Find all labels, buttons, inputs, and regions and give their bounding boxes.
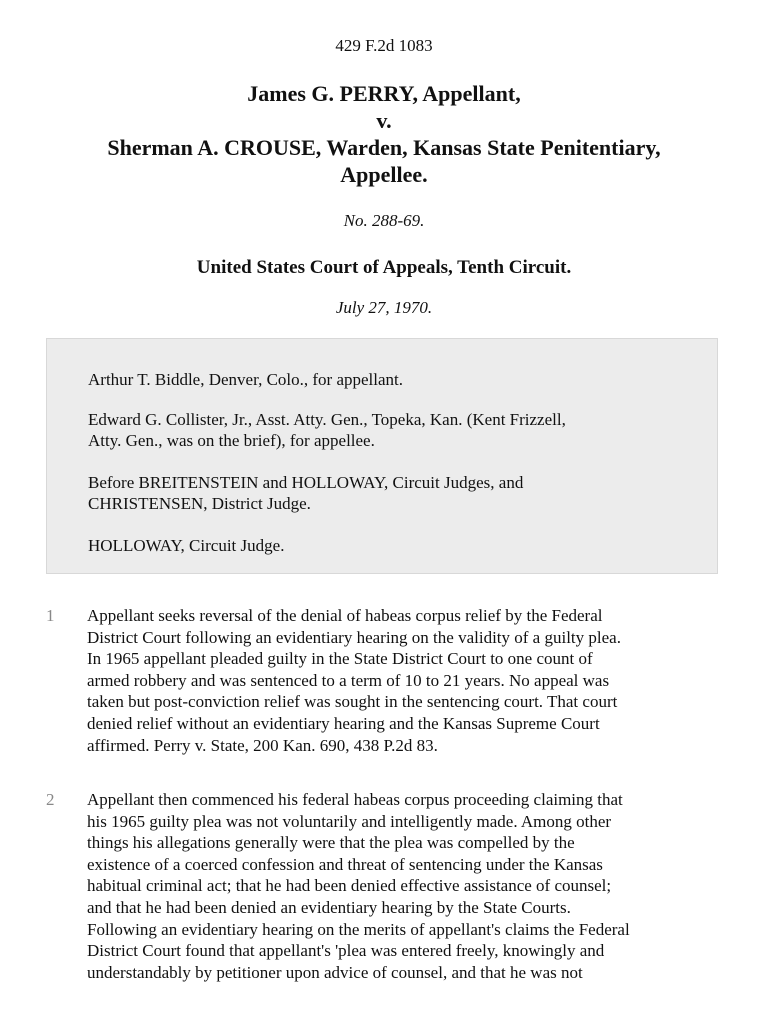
text-line: things his allegations generally were that the plea was compelled by the <box>87 833 575 853</box>
text-line: existence of a coerced confession and threat of sentencing under the Kansas <box>87 854 603 874</box>
text-line: denied relief without an evidentiary hearing and the Kansas Supreme Court <box>87 713 600 733</box>
title-line-appellant: James G. PERRY, Appellant, <box>247 81 521 106</box>
text-line: his 1965 guilty plea was not voluntarily and intelligently made. Among other <box>87 811 612 831</box>
paragraph-number: 2 <box>46 790 55 809</box>
appellee-counsel-line: Atty. Gen., was on the brief), for appellee. <box>88 431 375 450</box>
appellee-counsel-line: Edward G. Collister, Jr., Asst. Atty. Gen., Topeka, Kan. (Kent Frizzell, <box>88 410 566 429</box>
text-line: and that he had been denied an evidentiary hearing by the State Courts. <box>87 897 571 917</box>
appellant-counsel: Arthur T. Biddle, Denver, Colo., for appellant. <box>88 370 404 389</box>
text-line: District Court following an evidentiary hearing on the validity of a guilty plea. <box>87 627 621 647</box>
text-line: District Court found that appellant's 'plea was entered freely, knowingly and <box>87 941 605 961</box>
text-line: Following an evidentiary hearing on the merits of appellant's claims the Federal <box>87 919 630 939</box>
panel-line: CHRISTENSEN, District Judge. <box>88 494 311 513</box>
counsel-panel <box>46 338 718 574</box>
court-name: United States Court of Appeals, Tenth Circuit. <box>196 257 572 278</box>
text-line: understandably by petitioner upon advice of counsel, and that he was not <box>87 962 583 982</box>
title-line-versus: v. <box>376 108 392 133</box>
title-line-appellee: Sherman A. CROUSE, Warden, Kansas State Penitentiary, <box>107 135 661 160</box>
paragraph-text <box>87 789 630 983</box>
panel-line: Before BREITENSTEIN and HOLLOWAY, Circuit Judges, and <box>88 473 524 492</box>
title-line-appellee-role: Appellee. <box>340 162 428 187</box>
text-line: affirmed. Perry v. State, 200 Kan. 690, 438 P.2d 83. <box>87 735 438 755</box>
text-line: Appellant seeks reversal of the denial of habeas corpus relief by the Federal <box>87 606 603 625</box>
text-line: In 1965 appellant pleaded guilty in the State District Court to one count of <box>87 649 593 669</box>
text-line: Appellant then commenced his federal habeas corpus proceeding claiming that <box>87 790 623 809</box>
appellee-counsel <box>88 409 566 451</box>
paragraph-number: 1 <box>46 606 55 625</box>
text-line: armed robbery and was sentenced to a term of 10 to 21 years. No appeal was <box>87 670 610 690</box>
paragraph-text <box>87 605 621 756</box>
opinion-author: HOLLOWAY, Circuit Judge. <box>88 536 285 555</box>
case-citation: 429 F.2d 1083 <box>335 36 433 55</box>
text-line: taken but post-conviction relief was sought in the sentencing court. That court <box>87 692 618 712</box>
decision-date: July 27, 1970. <box>335 298 433 317</box>
case-title <box>0 80 768 188</box>
docket-number: No. 288-69. <box>343 211 425 230</box>
text-line: habitual criminal act; that he had been denied effective assistance of counsel; <box>87 876 612 896</box>
judicial-panel <box>88 472 523 514</box>
